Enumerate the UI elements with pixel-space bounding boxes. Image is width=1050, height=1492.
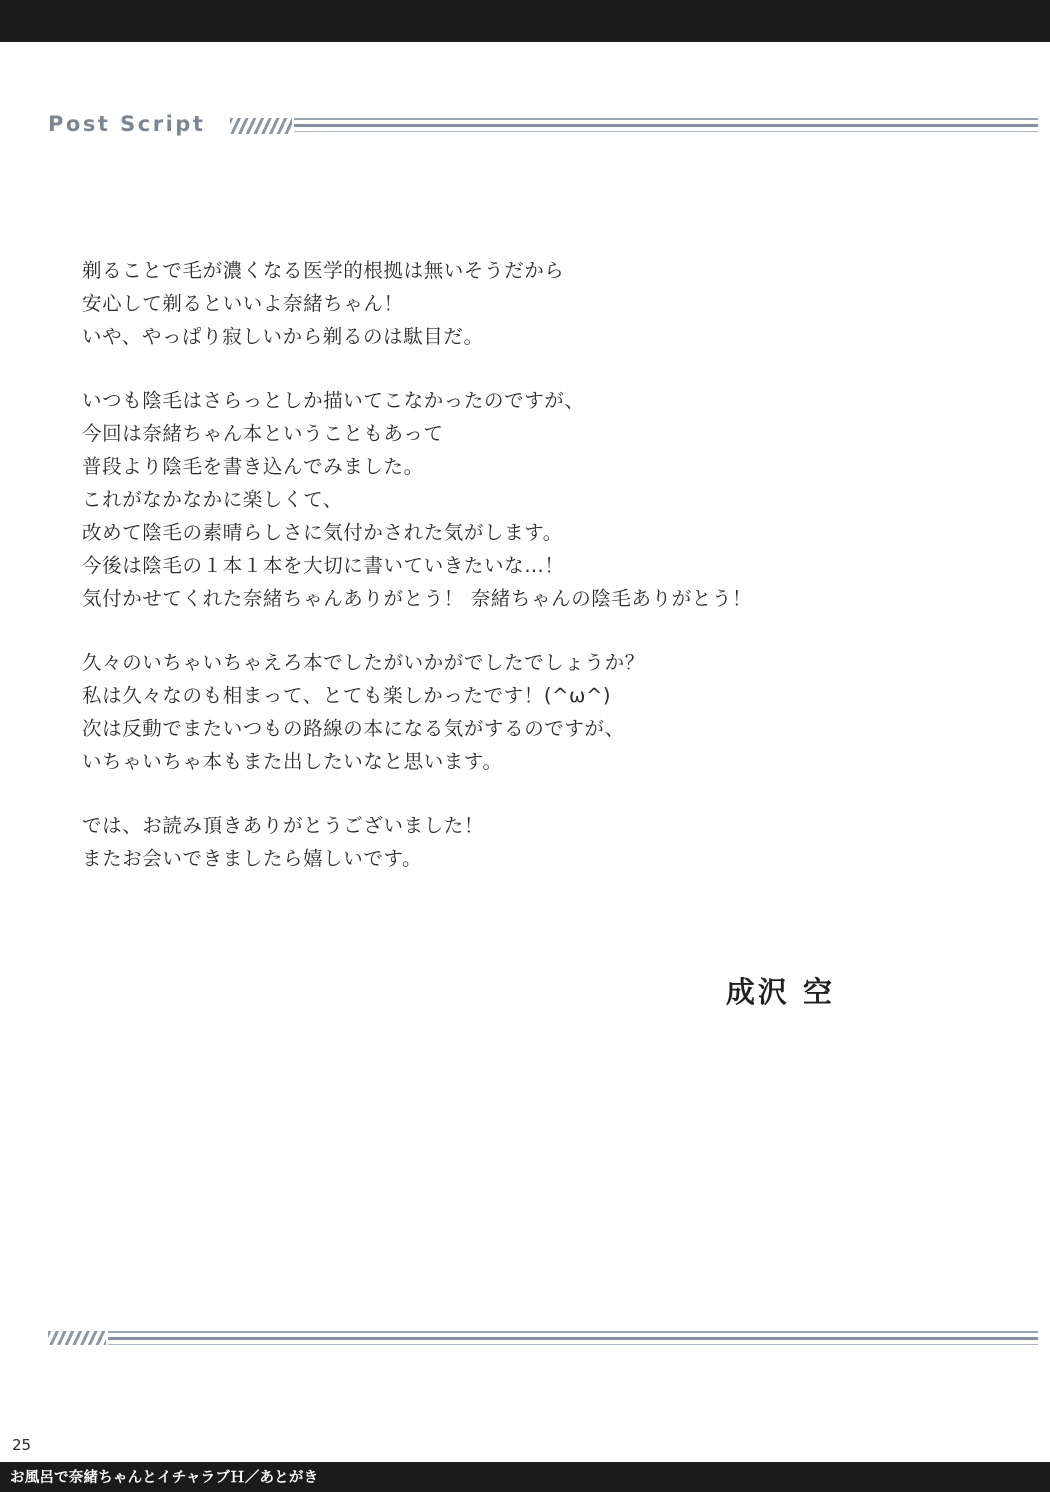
text-line: では、お読み頂きありがとうございました！ bbox=[82, 814, 485, 837]
text-line: 今後は陰毛の１本１本を大切に書いていきたいな…！ bbox=[82, 554, 565, 577]
hatch-decoration-icon bbox=[48, 1331, 106, 1345]
hatch-decoration-icon bbox=[230, 118, 292, 134]
footer-rule-group bbox=[108, 1331, 1038, 1345]
text-line: 気付かせてくれた奈緒ちゃんありがとう！ 奈緒ちゃんの陰毛ありがとう！ bbox=[82, 587, 753, 610]
paragraph bbox=[82, 809, 962, 875]
text-line: いちゃいちゃ本もまた出したいなと思います。 bbox=[82, 750, 503, 773]
paragraph bbox=[82, 646, 962, 778]
scan-band-top bbox=[0, 0, 1050, 42]
text-line: 今回は奈緒ちゃん本ということもあって bbox=[82, 422, 444, 445]
section-header bbox=[48, 108, 1038, 148]
page-number: 25 bbox=[12, 1436, 32, 1454]
text-line: 次は反動でまたいつもの路線の本になる気がするのですが、 bbox=[82, 717, 625, 740]
paragraph bbox=[82, 384, 962, 615]
paragraph bbox=[82, 254, 962, 353]
text-line: 安心して剃るといいよ奈緒ちゃん！ bbox=[82, 292, 404, 315]
text-line: 改めて陰毛の素晴らしさに気付かされた気がします。 bbox=[82, 521, 563, 544]
text-line: いつも陰毛はさらっとしか描いてこなかったのですが、 bbox=[82, 389, 585, 412]
page-title: Post Script bbox=[48, 112, 206, 136]
text-line: 私は久々なのも相まって、とても楽しかったです！(^ω^) bbox=[82, 684, 612, 707]
footer-rule-lines bbox=[48, 1329, 1038, 1347]
afterword-body bbox=[82, 254, 962, 875]
text-line: 普段より陰毛を書き込んでみました。 bbox=[82, 455, 424, 478]
text-line: またお会いできましたら嬉しいです。 bbox=[82, 847, 423, 870]
text-line: 剃ることで毛が濃くなる医学的根拠は無いそうだから bbox=[82, 259, 565, 282]
text-line: いや、やっぱり寂しいから剃るのは駄目だ。 bbox=[82, 325, 484, 348]
author-signature: 成沢 空 bbox=[725, 975, 835, 1009]
text-line: 久々のいちゃいちゃえろ本でしたがいかがでしたでしょうか？ bbox=[82, 651, 645, 674]
footer-caption: お風呂で奈緒ちゃんとイチャラブＨ／あとがき bbox=[10, 1470, 319, 1486]
header-rule-lines bbox=[294, 118, 1038, 134]
text-line: これがなかなかに楽しくて、 bbox=[82, 488, 343, 511]
